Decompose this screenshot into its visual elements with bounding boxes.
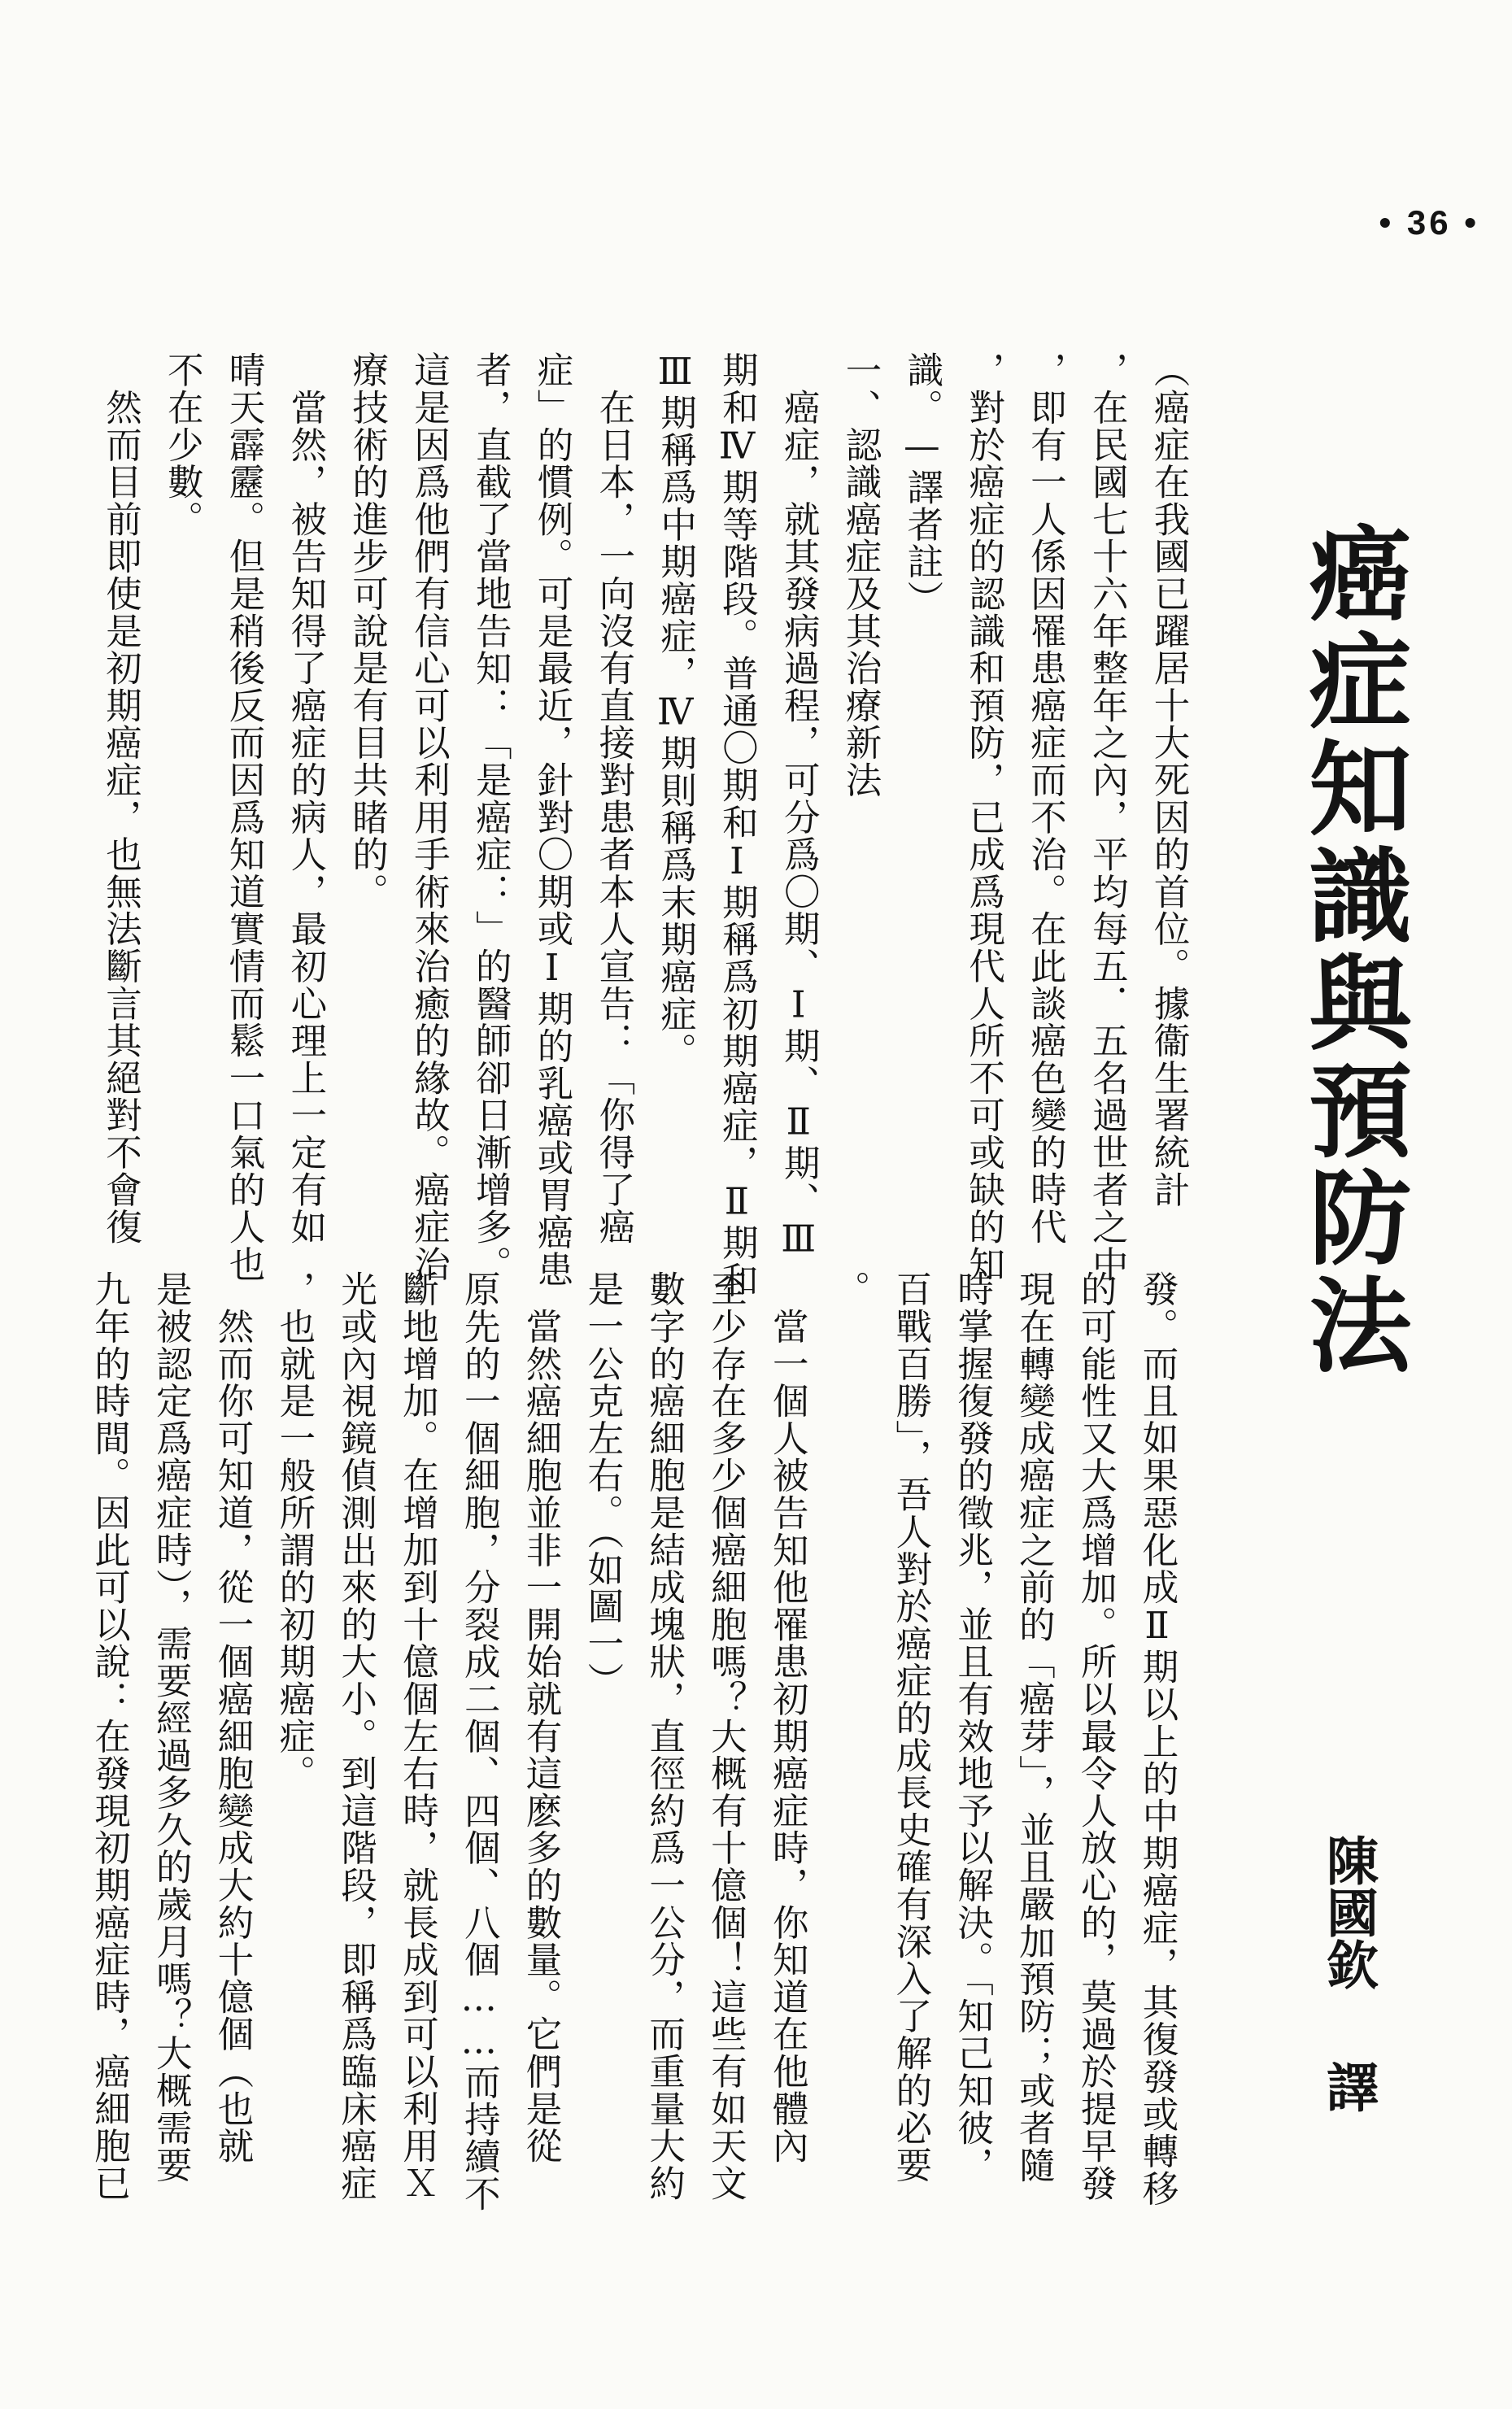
text-column: ，對於癌症的認識和預防，已成爲現代人所不可或缺的知 xyxy=(962,351,1004,1283)
text-column: 然而目前即使是初期癌症，也無法斷言其絕對不會復 xyxy=(99,351,142,1246)
translator-tag: 譯 xyxy=(1318,2060,1379,2112)
text-column: 一、認識癌症及其治療新法 xyxy=(839,351,882,799)
page-number: • 36 • xyxy=(1379,203,1479,242)
text-column: 。 xyxy=(828,1270,870,1308)
text-column: ，在民國七十六年整年之內，平均每五．五名過世者之中 xyxy=(1086,351,1128,1283)
text-column: 這是因爲他們有信心可以利用手術來治癒的緣故。癌症治 xyxy=(407,351,450,1283)
text-column: 現在轉變成癌症之前的「癌芽」，並且嚴加預防；或者隨 xyxy=(1013,1270,1055,2184)
text-column: 當然，被告知得了癌症的病人，最初心理上一定有如 xyxy=(284,351,326,1246)
text-column: 發。而且如果惡化成Ⅱ期以上的中期癌症，其復發或轉移 xyxy=(1136,1270,1178,2207)
text-column: 癌症，就其發病過程，可分爲〇期、Ⅰ期、Ⅱ期、Ⅲ xyxy=(778,351,820,1261)
text-column: ，即有一人係因罹患癌症而不治。在此談癌色變的時代 xyxy=(1024,351,1066,1246)
text-column: 百戰百勝」，吾人對於癌症的成長史確有深入了解的必要 xyxy=(889,1270,931,2184)
text-column: 者，直截了當地告知：「是癌症：」的醫師卻日漸增多。 xyxy=(469,351,512,1283)
text-column: 光或內視鏡偵測出來的大小。到這階段，即稱爲臨床癌症 xyxy=(334,1270,377,2202)
text-column: 是一公克左右。（如圖一） xyxy=(581,1270,623,1700)
byline xyxy=(1318,1834,1379,2112)
text-column: 時掌握復發的徵兆，並且有效地予以解決。「知己知彼， xyxy=(951,1270,993,2184)
text-column: 當一個人被告知他罹患初期癌症時，你知道在他體內 xyxy=(766,1270,808,2165)
text-column: 至少存在多少個癌細胞嗎？大概有十億個！這些有如天文 xyxy=(704,1270,747,2202)
text-column: 不在少數。 xyxy=(161,351,203,538)
text-column: 晴天霹靂。但是稍後反而因爲知道實情而鬆一口氣的人也 xyxy=(223,351,265,1283)
author-name: 陳國欽 xyxy=(1318,1834,1379,1990)
text-column: ，也就是一般所謂的初期癌症。 xyxy=(272,1270,315,1793)
text-column: 九年的時間。因此可以說：在發現初期癌症時，癌細胞已 xyxy=(88,1270,130,2202)
text-column: 斷地增加。在增加到十億個左右時，就長成到可以利用Ｘ xyxy=(396,1270,438,2202)
body-text-upper xyxy=(99,351,1199,1299)
text-column: 的可能性又大爲增加。所以最令人放心的，莫過於提早發 xyxy=(1074,1270,1117,2202)
text-column: 原先的一個細胞，分裂成二個、四個、八個……而持續不 xyxy=(458,1270,500,2212)
text-column: 療技術的進步可說是有目共睹的。 xyxy=(346,351,388,910)
text-column: 識。—譯者註） xyxy=(900,351,943,618)
text-column: Ⅲ期稱爲中期癌症，Ⅳ期則稱爲末期癌症。 xyxy=(654,351,696,1070)
text-column: 數字的癌細胞是結成塊狀，直徑約爲一公分，而重量大約 xyxy=(643,1270,685,2202)
text-column: 期和Ⅳ期等階段。普通〇期和Ⅰ期稱爲初期癌症，Ⅱ期和 xyxy=(716,351,758,1299)
text-column: （癌症在我國已躍居十大死因的首位。據衞生署統計 xyxy=(1148,351,1189,1209)
text-column: 在日本，一向沒有直接對患者本人宣告：「你得了癌 xyxy=(592,351,634,1246)
text-column: 是被認定爲癌症時），需要經過多久的歲月嗎？大概需要 xyxy=(150,1270,192,2184)
text-column: 症」的慣例。可是最近，針對〇期或Ⅰ期的乳癌或胃癌患 xyxy=(531,351,573,1288)
text-column: 當然癌細胞並非一開始就有這麽多的數量。它們是從 xyxy=(520,1270,562,2165)
body-text-lower xyxy=(88,1270,1187,2238)
text-column: 然而你可知道，從一個癌細胞變成大約十億個（也就 xyxy=(211,1270,254,2165)
article-title: 癌症知識與預防法 xyxy=(1292,521,1413,1379)
